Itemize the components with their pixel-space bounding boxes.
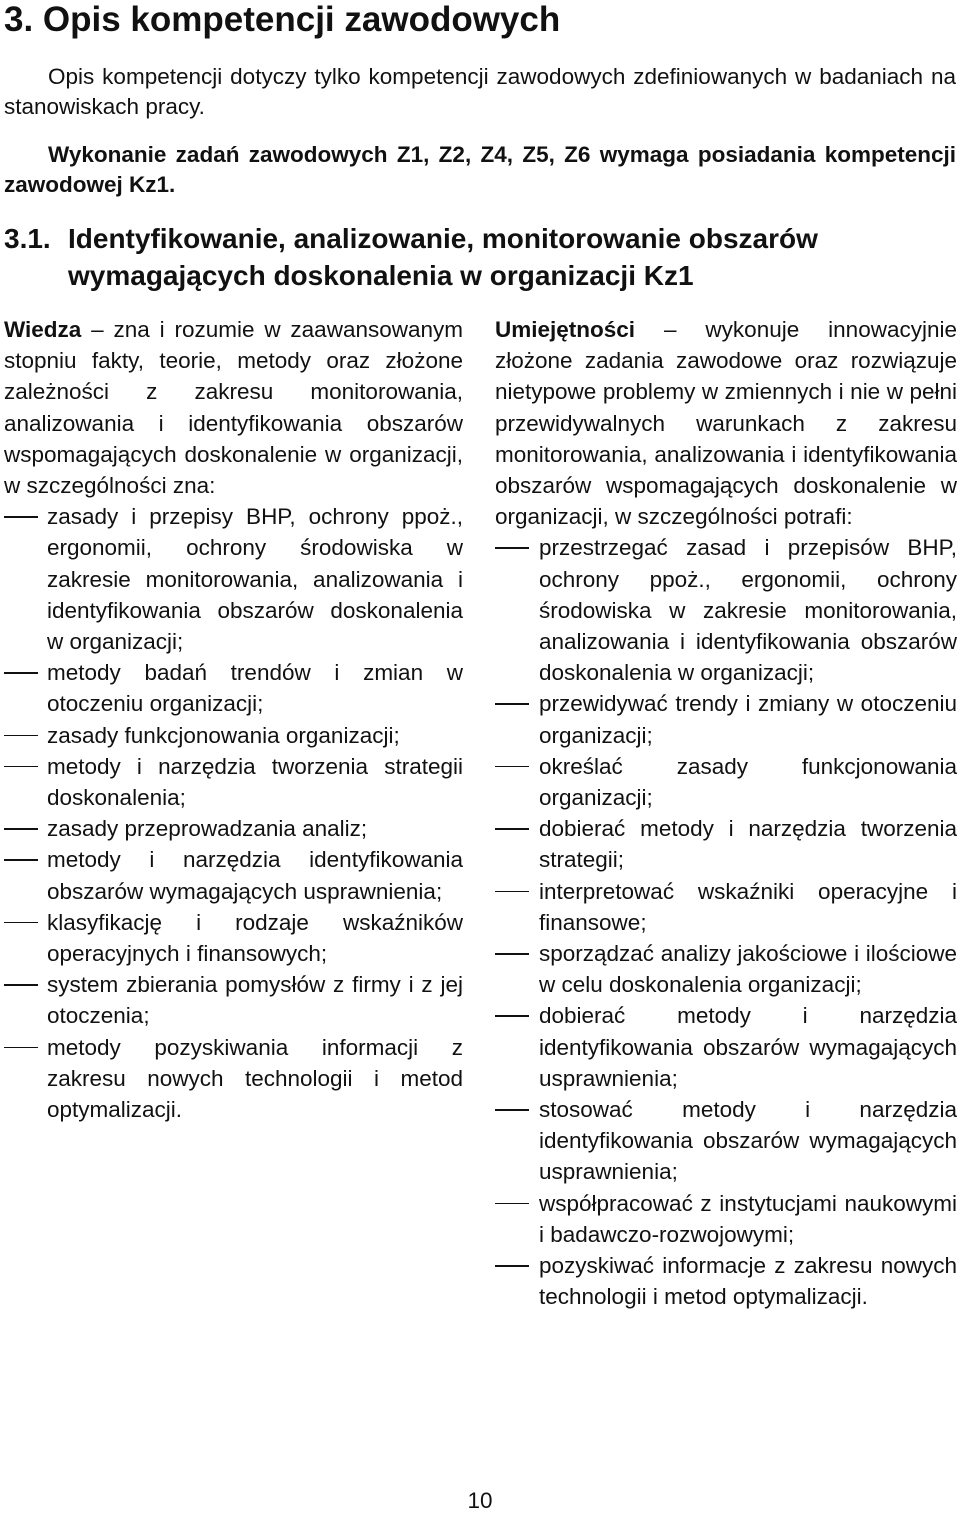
tasks-note: Wykonanie zadań zawodowych Z1, Z2, Z4, Z5, Z6 wymaga posiadania kompetencji zawodowej Kz1. (4, 142, 956, 197)
page-number: 10 (467, 1488, 493, 1513)
list-item-text: zasady i przepisy BHP, ochrony ppoż., ergonomii, ochrony środowiska w zakresie monitorowania, analizowania i identyfikowania obszarów doskonalenia w organizacji; (47, 504, 463, 655)
list-item-text: system zbierania pomysłów z firmy i z jej otoczenia; (47, 972, 463, 1029)
dash-bullet (495, 703, 529, 705)
list-item (4, 844, 463, 906)
dash-bullet (4, 828, 38, 830)
list-item (495, 751, 957, 813)
knowledge-label: Wiedza (4, 317, 82, 342)
list-item (495, 532, 957, 688)
list-item (495, 1094, 957, 1188)
list-item (4, 501, 463, 657)
skills-lead (495, 314, 957, 532)
section-intro: Opis kompetencji dotyczy tylko kompetencji zawodowych zdefiniowanych w badaniach na stanowiskach pracy. (4, 64, 956, 119)
list-item-text: sporządzać analizy jakościowe i ilościowe w celu doskonalenia organizacji; (539, 941, 957, 998)
list-item-text: dobierać metody i narzędzia tworzenia strategii; (539, 816, 957, 873)
dash-bullet (495, 1203, 529, 1205)
subsection-number: 3.1. (4, 223, 51, 254)
dash-bullet (4, 766, 38, 768)
list-item-text: przestrzegać zasad i przepisów BHP, ochrony ppoż., ergonomii, ochrony środowiska w zakresie monitorowania, analizowania i identyfikowania obszarów doskonalenia w organizacji; (539, 535, 957, 686)
dash-bullet (4, 922, 38, 924)
list-item-text: metody i narzędzia identyfikowania obszarów wymagających usprawnienia; (47, 847, 463, 904)
list-item (4, 751, 463, 813)
knowledge-lead (4, 314, 463, 501)
list-item-text: metody badań trendów i zmian w otoczeniu organizacji; (47, 660, 463, 717)
section-title: 3. Opis kompetencji zawodowych (4, 0, 561, 39)
list-item (4, 657, 463, 719)
knowledge-column (4, 314, 463, 1125)
list-item-text: dobierać metody i narzędzia identyfikowania obszarów wymagających usprawnienia; (539, 1003, 957, 1091)
dash-bullet (495, 547, 529, 549)
list-item (495, 1000, 957, 1094)
list-item-text: klasyfikację i rodzaje wskaźników operacyjnych i finansowych; (47, 909, 463, 967)
dash-bullet (495, 891, 529, 893)
skills-column (495, 314, 957, 1313)
dash-bullet (495, 1265, 529, 1267)
list-item-text: metody i narzędzia tworzenia strategii doskonalenia; (47, 753, 463, 811)
list-item-text: przewidywać trendy i zmiany w otoczeniu organizacji; (539, 691, 957, 748)
dash-bullet (495, 1015, 529, 1017)
list-item-text: zasady przeprowadzania analiz; (47, 816, 368, 842)
list-item (495, 876, 957, 938)
list-item-text: współpracować z instytucjami naukowymi i badawczo-rozwojowymi; (539, 1190, 957, 1247)
list-item (495, 1188, 957, 1250)
dash-bullet (495, 766, 529, 768)
list-item-text: metody pozyskiwania informacji z zakresu nowych technologii i metod optymalizacji. (47, 1034, 463, 1123)
skills-label: Umiejętności (495, 317, 636, 342)
list-item-text: zasady funkcjonowania organizacji; (47, 722, 400, 748)
list-item (4, 907, 463, 969)
dash-bullet (495, 828, 529, 830)
list-item (495, 938, 957, 1000)
dash-bullet (4, 516, 38, 518)
list-item (4, 813, 463, 844)
dash-bullet (495, 1109, 529, 1111)
dash-bullet (4, 859, 38, 861)
list-item (4, 969, 463, 1031)
list-item-text: interpretować wskaźniki operacyjne i finansowe; (539, 878, 957, 935)
list-item (4, 720, 463, 751)
list-item (495, 813, 957, 875)
list-item-text: określać zasady funkcjonowania organizacji; (539, 753, 957, 811)
knowledge-lead-text: – zna i rozumie w zaawansowanym stopniu fakty, teorie, metody oraz złożone zależności z zakresu monitorowania, analizowania i identyfikowania obszarów wspomagających doskonalenie w organizacji, w szczególności zna: (4, 317, 463, 499)
skills-list (495, 532, 957, 1312)
list-item (495, 1250, 957, 1312)
skills-lead-text: – wykonuje innowacyjnie złożone zadania zawodowe oraz rozwiązuje nietypowe problemy w zmiennych i nie w pełni przewidywalnych warunkach z zakresu monitorowania, analizowania i identyfikowania obszarów wspomagających doskonalenie w organizacji, w szczególności potrafi: (495, 317, 957, 530)
dash-bullet (4, 984, 38, 986)
dash-bullet (4, 1047, 38, 1049)
dash-bullet (4, 735, 38, 737)
subsection-heading (4, 220, 956, 294)
knowledge-list (4, 501, 463, 1125)
list-item-text: pozyskiwać informacje z zakresu nowych technologii i metod optymalizacji. (539, 1253, 957, 1310)
list-item (4, 1032, 463, 1126)
list-item (495, 688, 957, 750)
dash-bullet (495, 953, 529, 955)
list-item-text: stosować metody i narzędzia identyfikowania obszarów wymagających usprawnienia; (539, 1097, 957, 1185)
subsection-title: Identyfikowanie, analizowanie, monitorowanie obszarów wymagających doskonalenia w organizacji Kz1 (68, 223, 818, 291)
dash-bullet (4, 672, 38, 674)
